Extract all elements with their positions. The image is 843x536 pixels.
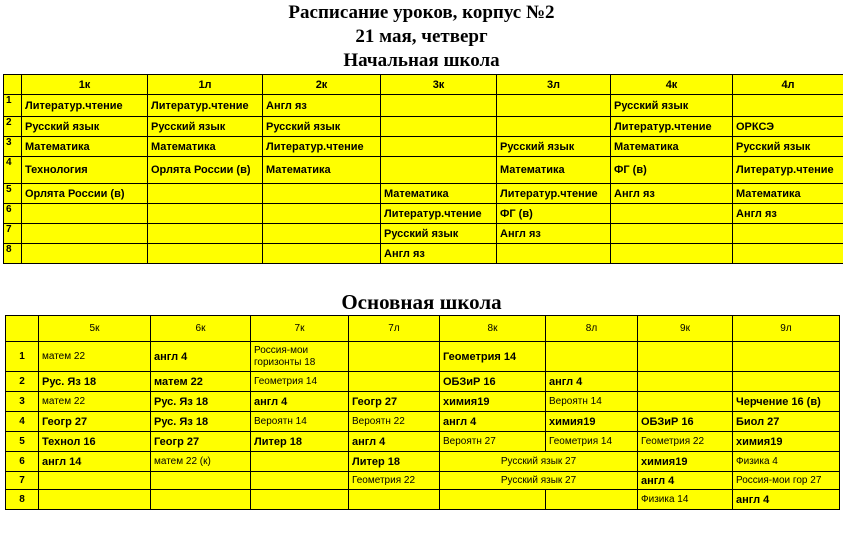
corner-cell bbox=[6, 316, 39, 342]
lesson-cell: химия19 bbox=[546, 412, 638, 432]
lesson-number: 6 bbox=[4, 204, 22, 224]
section-title-primary: Начальная школа bbox=[343, 50, 500, 71]
lesson-cell: Литератур.чтение bbox=[497, 184, 611, 204]
lesson-number: 4 bbox=[4, 157, 22, 184]
lesson-row bbox=[6, 490, 840, 510]
lesson-cell bbox=[381, 137, 497, 157]
lesson-cell bbox=[440, 490, 546, 510]
lesson-number: 7 bbox=[4, 224, 22, 244]
header-row bbox=[6, 316, 840, 342]
lesson-cell: ФГ (в) bbox=[611, 157, 733, 184]
lesson-cell: англ 4 bbox=[349, 432, 440, 452]
lesson-cell: Математика bbox=[733, 184, 843, 204]
lesson-cell bbox=[497, 117, 611, 137]
lesson-cell bbox=[611, 224, 733, 244]
lesson-cell: англ 14 bbox=[39, 452, 151, 472]
lesson-cell: Русский язык bbox=[497, 137, 611, 157]
lesson-cell bbox=[148, 204, 263, 224]
lesson-cell bbox=[263, 224, 381, 244]
lesson-number: 7 bbox=[6, 472, 39, 490]
lesson-cell bbox=[349, 372, 440, 392]
lesson-cell: Литератур.чтение bbox=[381, 204, 497, 224]
lesson-cell bbox=[349, 490, 440, 510]
lesson-row bbox=[6, 452, 840, 472]
lesson-row bbox=[4, 117, 843, 137]
lesson-cell bbox=[733, 244, 843, 264]
lesson-cell: Орлята России (в) bbox=[22, 184, 148, 204]
basic-school-table bbox=[5, 315, 840, 510]
lesson-cell: Русский язык bbox=[381, 224, 497, 244]
lesson-cell: Россия-мои гор 27 bbox=[733, 472, 840, 490]
class-header: 8л bbox=[546, 316, 638, 342]
lesson-cell: Вероятн 14 bbox=[546, 392, 638, 412]
lesson-cell: Геогр 27 bbox=[151, 432, 251, 452]
class-header: 9л bbox=[733, 316, 840, 342]
lesson-cell: Англ яз bbox=[381, 244, 497, 264]
lesson-cell: Русский язык 27 bbox=[440, 452, 638, 472]
lesson-number: 4 bbox=[6, 412, 39, 432]
lesson-cell: Геометрия 22 bbox=[638, 432, 733, 452]
class-header: 5к bbox=[39, 316, 151, 342]
lesson-cell: Литер 18 bbox=[349, 452, 440, 472]
lesson-cell: Геогр 27 bbox=[39, 412, 151, 432]
lesson-number: 2 bbox=[4, 117, 22, 137]
lesson-number: 2 bbox=[6, 372, 39, 392]
lesson-cell: англ 4 bbox=[546, 372, 638, 392]
lesson-cell: Математика bbox=[381, 184, 497, 204]
lesson-cell: матем 22 bbox=[151, 372, 251, 392]
lesson-cell bbox=[349, 342, 440, 372]
lesson-cell: Математика bbox=[497, 157, 611, 184]
class-header: 9к bbox=[638, 316, 733, 342]
lesson-cell: Геометрия 22 bbox=[349, 472, 440, 490]
class-header: 8к bbox=[440, 316, 546, 342]
lesson-cell: Литератур.чтение bbox=[263, 137, 381, 157]
lesson-cell: Орлята России (в) bbox=[148, 157, 263, 184]
lesson-cell bbox=[638, 342, 733, 372]
class-header: 4к bbox=[611, 75, 733, 95]
schedule-date: 21 мая, четверг bbox=[355, 26, 488, 47]
lesson-cell: ФГ (в) bbox=[497, 204, 611, 224]
lesson-cell bbox=[263, 244, 381, 264]
lesson-cell: Вероятн 22 bbox=[349, 412, 440, 432]
lesson-row bbox=[6, 412, 840, 432]
lesson-cell bbox=[497, 244, 611, 264]
lesson-cell: Математика bbox=[148, 137, 263, 157]
lesson-cell: англ 4 bbox=[251, 392, 349, 412]
lesson-cell: Геометрия 14 bbox=[251, 372, 349, 392]
lesson-number: 3 bbox=[6, 392, 39, 412]
lesson-cell bbox=[22, 224, 148, 244]
lesson-cell bbox=[611, 244, 733, 264]
lesson-cell: Рус. Яз 18 bbox=[151, 392, 251, 412]
lesson-cell: Русский язык 27 bbox=[440, 472, 638, 490]
lesson-row bbox=[6, 432, 840, 452]
lesson-row bbox=[6, 342, 840, 372]
lesson-cell bbox=[733, 372, 840, 392]
lesson-cell bbox=[381, 157, 497, 184]
lesson-cell: ОБЗиР 16 bbox=[638, 412, 733, 432]
lesson-row bbox=[4, 95, 843, 117]
lesson-cell: Россия-мои горизонты 18 bbox=[251, 342, 349, 372]
lesson-cell: Литер 18 bbox=[251, 432, 349, 452]
lesson-cell: Геометрия 14 bbox=[546, 432, 638, 452]
lesson-cell: химия19 bbox=[638, 452, 733, 472]
lesson-cell bbox=[381, 117, 497, 137]
lesson-cell: Англ яз bbox=[611, 184, 733, 204]
lesson-cell: Вероятн 27 bbox=[440, 432, 546, 452]
lesson-cell bbox=[263, 204, 381, 224]
lesson-number: 5 bbox=[4, 184, 22, 204]
lesson-cell: Русский язык bbox=[263, 117, 381, 137]
lesson-cell: ОБЗиР 16 bbox=[440, 372, 546, 392]
lesson-cell: Литератур.чтение bbox=[22, 95, 148, 117]
lesson-cell bbox=[263, 184, 381, 204]
lesson-cell: Русский язык bbox=[148, 117, 263, 137]
corner-cell bbox=[4, 75, 22, 95]
lesson-row bbox=[6, 392, 840, 412]
lesson-cell bbox=[39, 490, 151, 510]
lesson-number: 1 bbox=[6, 342, 39, 372]
lesson-cell: англ 4 bbox=[638, 472, 733, 490]
lesson-cell bbox=[151, 472, 251, 490]
lesson-number: 3 bbox=[4, 137, 22, 157]
lesson-cell: Рус. Яз 18 bbox=[39, 372, 151, 392]
lesson-cell bbox=[148, 224, 263, 244]
lesson-cell: матем 22 bbox=[39, 342, 151, 372]
lesson-cell: Технология bbox=[22, 157, 148, 184]
lesson-row bbox=[4, 184, 843, 204]
lesson-cell: химия19 bbox=[440, 392, 546, 412]
class-header: 4л bbox=[733, 75, 843, 95]
lesson-cell bbox=[251, 490, 349, 510]
section-title-basic: Основная школа bbox=[341, 290, 502, 314]
lesson-cell: англ 4 bbox=[440, 412, 546, 432]
lesson-cell: Англ яз bbox=[263, 95, 381, 117]
class-header: 3к bbox=[381, 75, 497, 95]
lesson-cell: Литератур.чтение bbox=[733, 157, 843, 184]
lesson-cell bbox=[251, 472, 349, 490]
lesson-cell: Вероятн 14 bbox=[251, 412, 349, 432]
lesson-cell: ОРКСЭ bbox=[733, 117, 843, 137]
lesson-cell: Англ яз bbox=[733, 204, 843, 224]
lesson-number: 6 bbox=[6, 452, 39, 472]
lesson-cell bbox=[638, 392, 733, 412]
header-row bbox=[4, 75, 843, 95]
lesson-cell bbox=[148, 184, 263, 204]
lesson-cell bbox=[251, 452, 349, 472]
lesson-row bbox=[6, 472, 840, 490]
lesson-number: 8 bbox=[6, 490, 39, 510]
lesson-cell: Русский язык bbox=[733, 137, 843, 157]
lesson-cell bbox=[497, 95, 611, 117]
class-header: 7л bbox=[349, 316, 440, 342]
lesson-cell bbox=[733, 342, 840, 372]
lesson-cell bbox=[733, 224, 843, 244]
lesson-row bbox=[4, 157, 843, 184]
class-header: 3л bbox=[497, 75, 611, 95]
lesson-cell: матем 22 bbox=[39, 392, 151, 412]
lesson-cell: Математика bbox=[611, 137, 733, 157]
class-header: 1л bbox=[148, 75, 263, 95]
lesson-row bbox=[4, 137, 843, 157]
lesson-number: 5 bbox=[6, 432, 39, 452]
lesson-row bbox=[4, 244, 843, 264]
lesson-cell: Литератур.чтение bbox=[611, 117, 733, 137]
lesson-row bbox=[4, 204, 843, 224]
class-header: 6к bbox=[151, 316, 251, 342]
lesson-cell: Технол 16 bbox=[39, 432, 151, 452]
lesson-number: 1 bbox=[4, 95, 22, 117]
lesson-cell: англ 4 bbox=[733, 490, 840, 510]
lesson-cell: Биол 27 bbox=[733, 412, 840, 432]
lesson-cell bbox=[546, 342, 638, 372]
lesson-cell: Геогр 27 bbox=[349, 392, 440, 412]
lesson-cell: Русский язык bbox=[22, 117, 148, 137]
lesson-cell bbox=[611, 204, 733, 224]
class-header: 1к bbox=[22, 75, 148, 95]
lesson-cell: англ 4 bbox=[151, 342, 251, 372]
lesson-cell: химия19 bbox=[733, 432, 840, 452]
lesson-cell: Физика 14 bbox=[638, 490, 733, 510]
lesson-row bbox=[6, 372, 840, 392]
lesson-cell bbox=[546, 490, 638, 510]
lesson-cell bbox=[151, 490, 251, 510]
lesson-cell: Физика 4 bbox=[733, 452, 840, 472]
class-header: 2к bbox=[263, 75, 381, 95]
schedule-title: Расписание уроков, корпус №2 bbox=[288, 2, 555, 23]
lesson-cell: матем 22 (к) bbox=[151, 452, 251, 472]
lesson-cell: Русский язык bbox=[611, 95, 733, 117]
lesson-cell bbox=[22, 204, 148, 224]
lesson-cell bbox=[39, 472, 151, 490]
lesson-cell bbox=[733, 95, 843, 117]
lesson-cell bbox=[22, 244, 148, 264]
lesson-number: 8 bbox=[4, 244, 22, 264]
lesson-cell: Математика bbox=[263, 157, 381, 184]
lesson-cell bbox=[381, 95, 497, 117]
lesson-cell bbox=[148, 244, 263, 264]
lesson-cell: Англ яз bbox=[497, 224, 611, 244]
lesson-row bbox=[4, 224, 843, 244]
lesson-cell: Рус. Яз 18 bbox=[151, 412, 251, 432]
lesson-cell: Черчение 16 (в) bbox=[733, 392, 840, 412]
lesson-cell: Математика bbox=[22, 137, 148, 157]
lesson-cell: Литератур.чтение bbox=[148, 95, 263, 117]
primary-school-table bbox=[3, 74, 843, 264]
class-header: 7к bbox=[251, 316, 349, 342]
lesson-cell bbox=[638, 372, 733, 392]
lesson-cell: Геометрия 14 bbox=[440, 342, 546, 372]
